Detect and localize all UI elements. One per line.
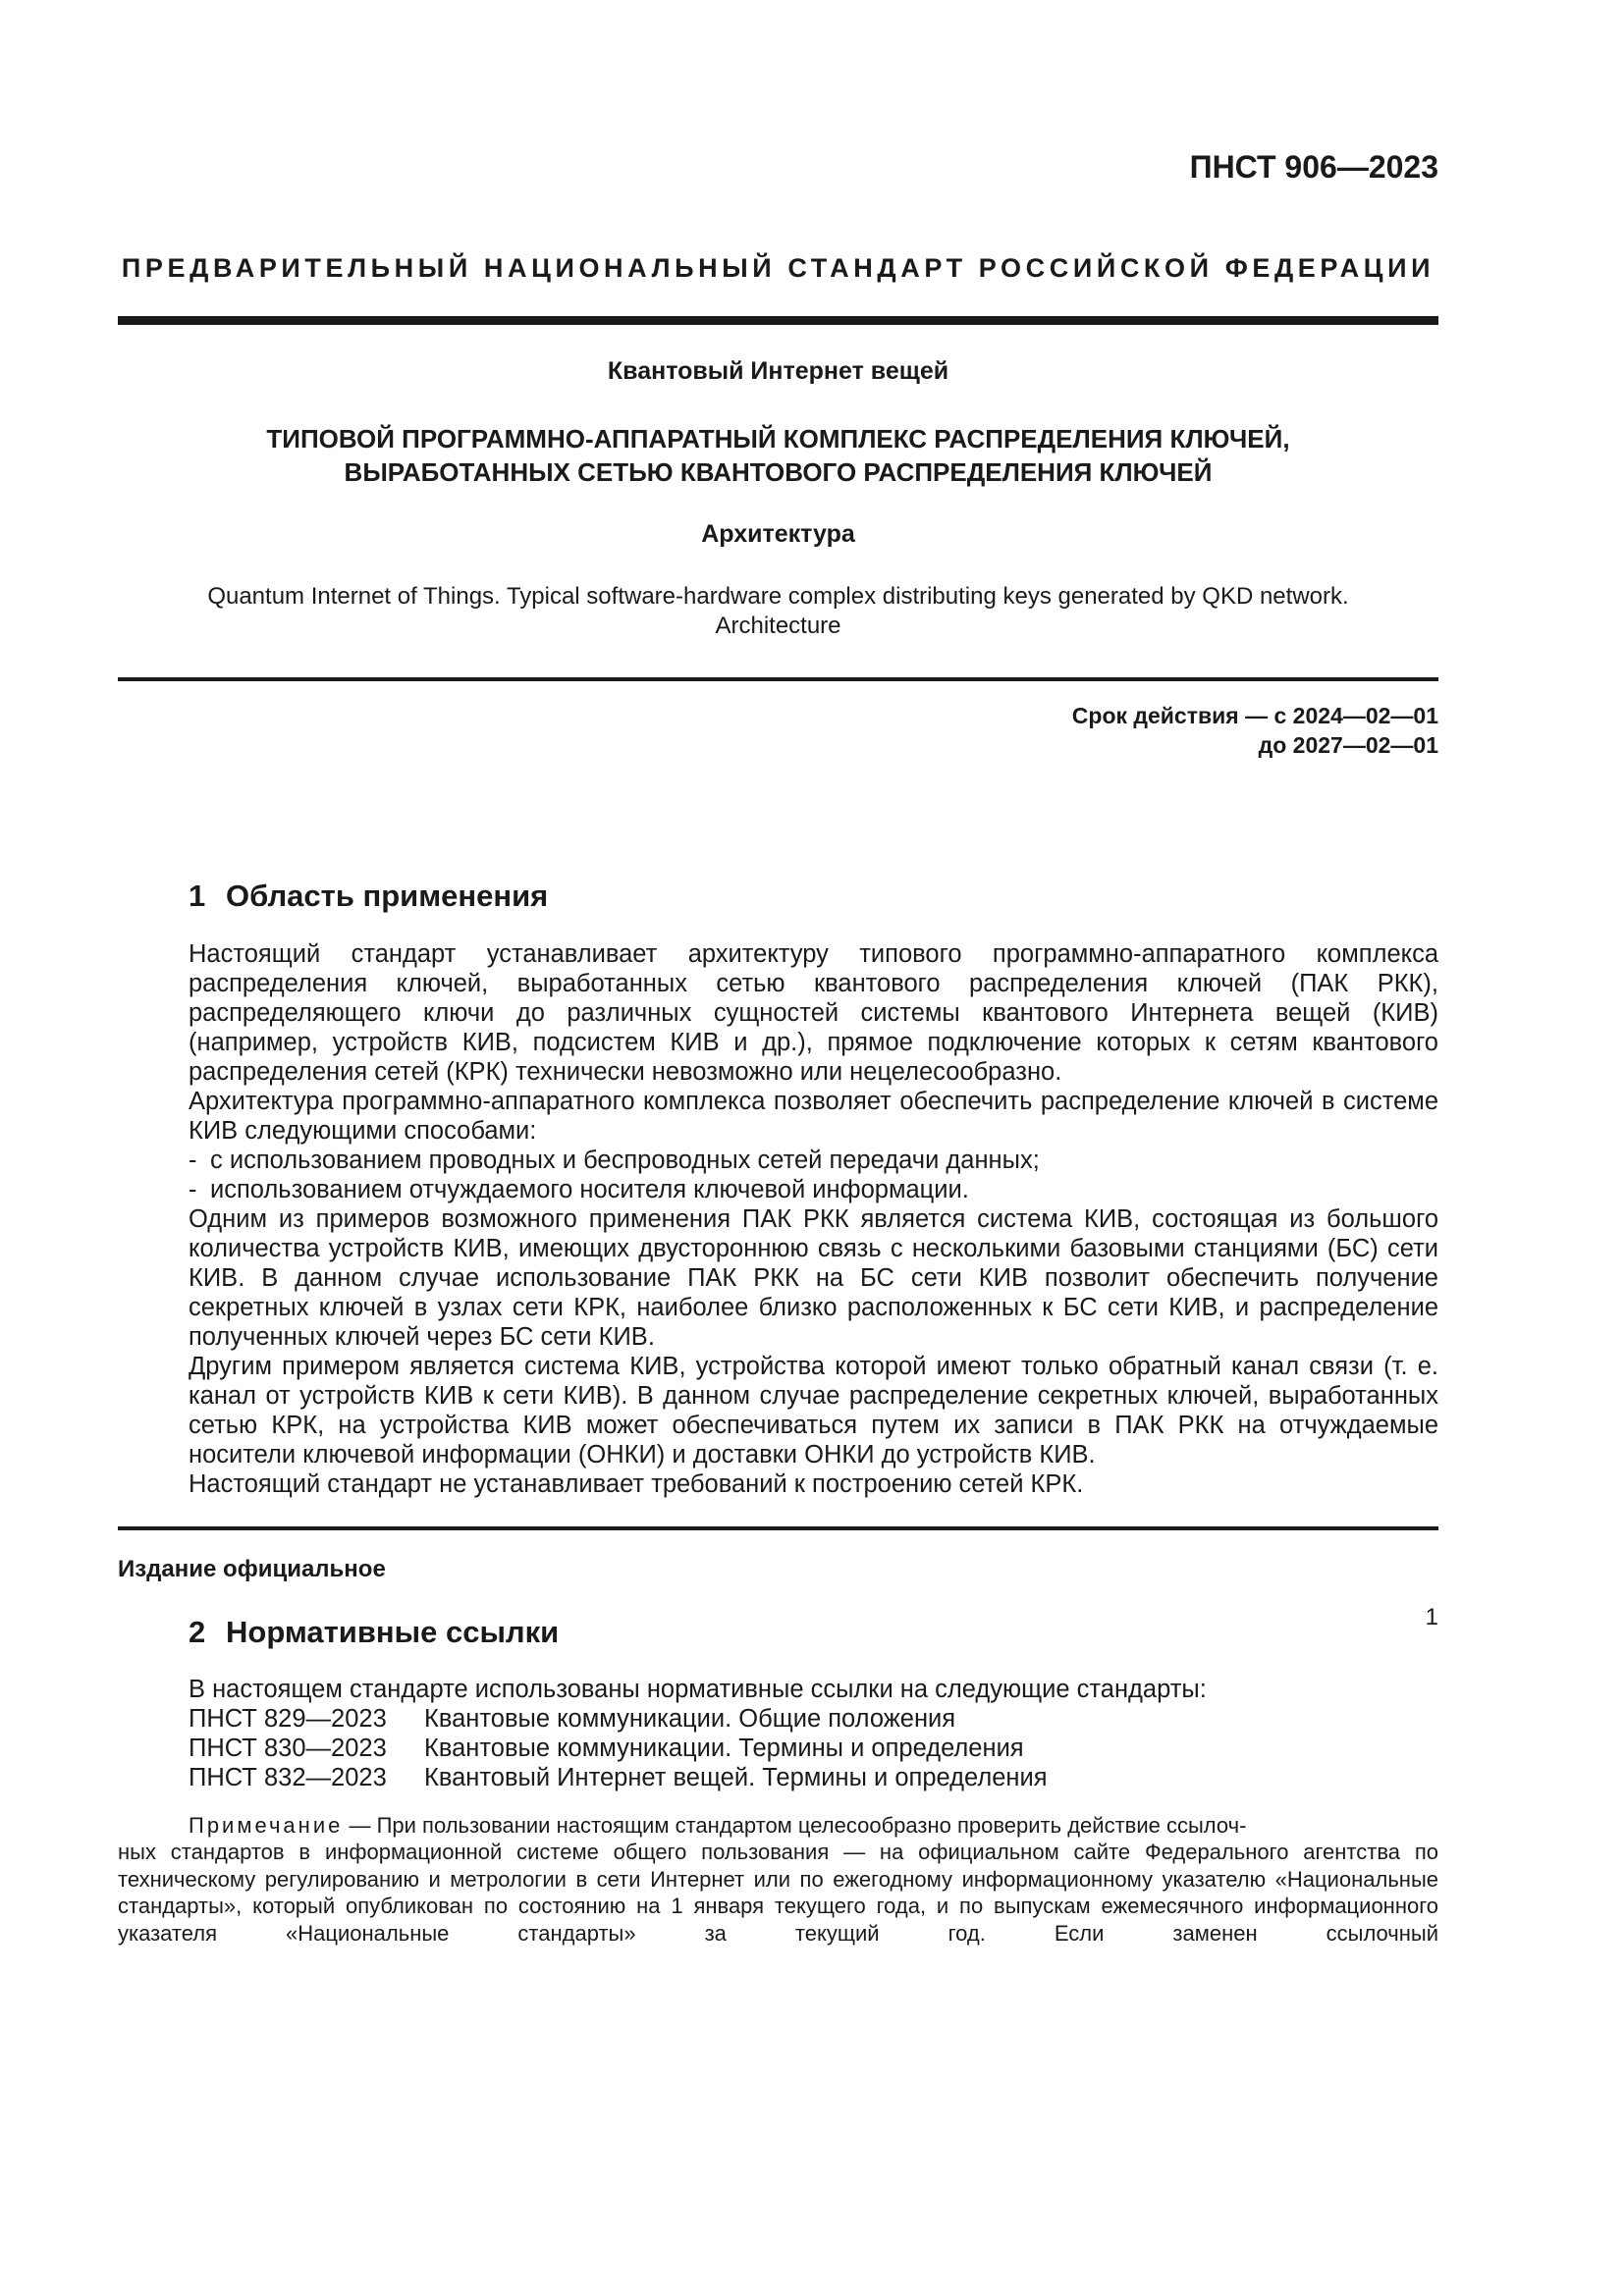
paragraph: Настоящий стандарт не устанавливает требований к построению сетей КРК. [189,1470,1084,1498]
note-continuation: ных стандартов в информационной системе общего пользования — на официальном сайте Федерального агентства по техническому регулированию и метрологии в сети Интернет или по ежегодному информационному указателю «Национальные стандарты», который опубликован по состоянию на 1 января текущего года, и по выпускам ежемесячного информационного указателя «Национальные стандарты» за текущий год. Если заменен ссылочный [118,1840,1438,1946]
paragraph: Архитектура программно-аппаратного комплекса позволяет обеспечить распределение ключей в системе КИВ следующими способами: [189,1088,1438,1145]
validity-end: до 2027—02—01 [1258,732,1438,758]
reference-code: ПНСТ 830—2023 [189,1735,387,1762]
section-title: Нормативные ссылки [226,1615,560,1649]
list-item-text: использованием отчуждаемого носителя ключевой информации. [210,1176,969,1203]
reference-item [189,1734,1438,1763]
reference-item [189,1704,1438,1734]
english-title-line-2: Architecture [715,613,841,639]
sub-title: Архитектура [701,520,855,548]
main-title-line-2: ВЫРАБОТАННЫХ СЕТЬЮ КВАНТОВОГО РАСПРЕДЕЛЕНИЯ КЛЮЧЕЙ [344,457,1213,487]
note-first-line [189,1812,1438,1840]
reference-code: ПНСТ 829—2023 [189,1705,387,1733]
validity-period [1072,701,1438,760]
section-1-body [189,939,1438,1499]
standard-number: ПНСТ 906—2023 [1189,149,1438,185]
main-title-line-1: ТИПОВОЙ ПРОГРАММНО-АППАРАТНЫЙ КОМПЛЕКС РАСПРЕДЕЛЕНИЯ КЛЮЧЕЙ, [266,424,1290,454]
paragraph: Настоящий стандарт устанавливает архитектуру типового программно-аппаратного комплекса распределения ключей, выработанных сетью квантового распределения ключей (ПАК РКК), распределяющего ключи до различных сущностей системы квантового Интернета вещей (КИВ) (например, устройств КИВ, подсистем КИВ и др.), прямое подключение которых к сетям квантового распределения сетей (КРК) технически невозможно или нецелесообразно. [189,940,1438,1086]
reference-list [189,1704,1438,1792]
list-item [189,1175,1438,1204]
header-divider [118,316,1438,325]
section-number: 1 [189,879,206,913]
paragraph: В настоящем стандарте использованы нормативные ссылки на следующие стандарты: [189,1676,1207,1703]
section-2-heading [189,1615,559,1650]
section-2-body [189,1675,1438,1792]
list-item [189,1146,1438,1175]
reference-code: ПНСТ 832—2023 [189,1764,387,1791]
english-title-line-1: Quantum Internet of Things. Typical software-hardware complex distributing keys generated by QKD network. [207,583,1349,610]
note-text: — При пользовании настоящим стандартом целесообразно проверить действие ссылоч- [349,1813,1247,1838]
english-title [118,582,1438,641]
reference-item [189,1763,1438,1792]
reference-title: Квантовый Интернет вещей. Термины и определения [424,1764,1048,1791]
group-title: Квантовый Интернет вещей [607,357,949,385]
country-header: ПРЕДВАРИТЕЛЬНЫЙ НАЦИОНАЛЬНЫЙ СТАНДАРТ РОССИЙСКОЙ ФЕДЕРАЦИИ [121,253,1435,283]
list-marker: - [189,1176,197,1203]
section-number: 2 [189,1615,206,1649]
paragraph: Одним из примеров возможного применения ПАК РКК является система КИВ, состоящая из большого количества устройств КИВ, имеющих двустороннюю связь с несколькими базовыми станциями (БС) сети КИВ. В данном случае использование ПАК РКК на БС сети КИВ позволит обеспечить получение секретных ключей в узлах сети КРК, наиболее близко расположенных к БС сети КИВ, и распределение полученных ключей через БС сети КИВ. [189,1205,1438,1351]
validity-start: Срок действия — с 2024—02—01 [1071,703,1438,728]
list-marker: - [189,1147,197,1174]
section-title: Область применения [226,879,549,913]
reference-title: Квантовые коммуникации. Термины и определения [424,1735,1024,1762]
section-1-heading [189,879,548,914]
paragraph: Другим примером является система КИВ, устройства которой имеют только обратный канал связи (т. е. канал от устройств КИВ к сети КИВ). В данном случае распределение секретных ключей, выработанных сетью КРК, на устройства КИВ может обеспечиваться путем их записи в ПАК РКК на отчуждаемые носители ключевой информации (ОНКИ) и доставки ОНКИ до устройств КИВ. [189,1353,1438,1468]
main-title [118,422,1438,489]
list-item-text: с использованием проводных и беспроводных сетей передачи данных; [210,1147,1040,1174]
note-label: Примечание [189,1813,344,1838]
edition-label: Издание официальное [118,1556,386,1582]
reference-title: Квантовые коммуникации. Общие положения [424,1705,956,1733]
title-divider [118,677,1438,681]
page-number: 1 [1425,1604,1438,1630]
footer-divider [118,1526,1438,1530]
